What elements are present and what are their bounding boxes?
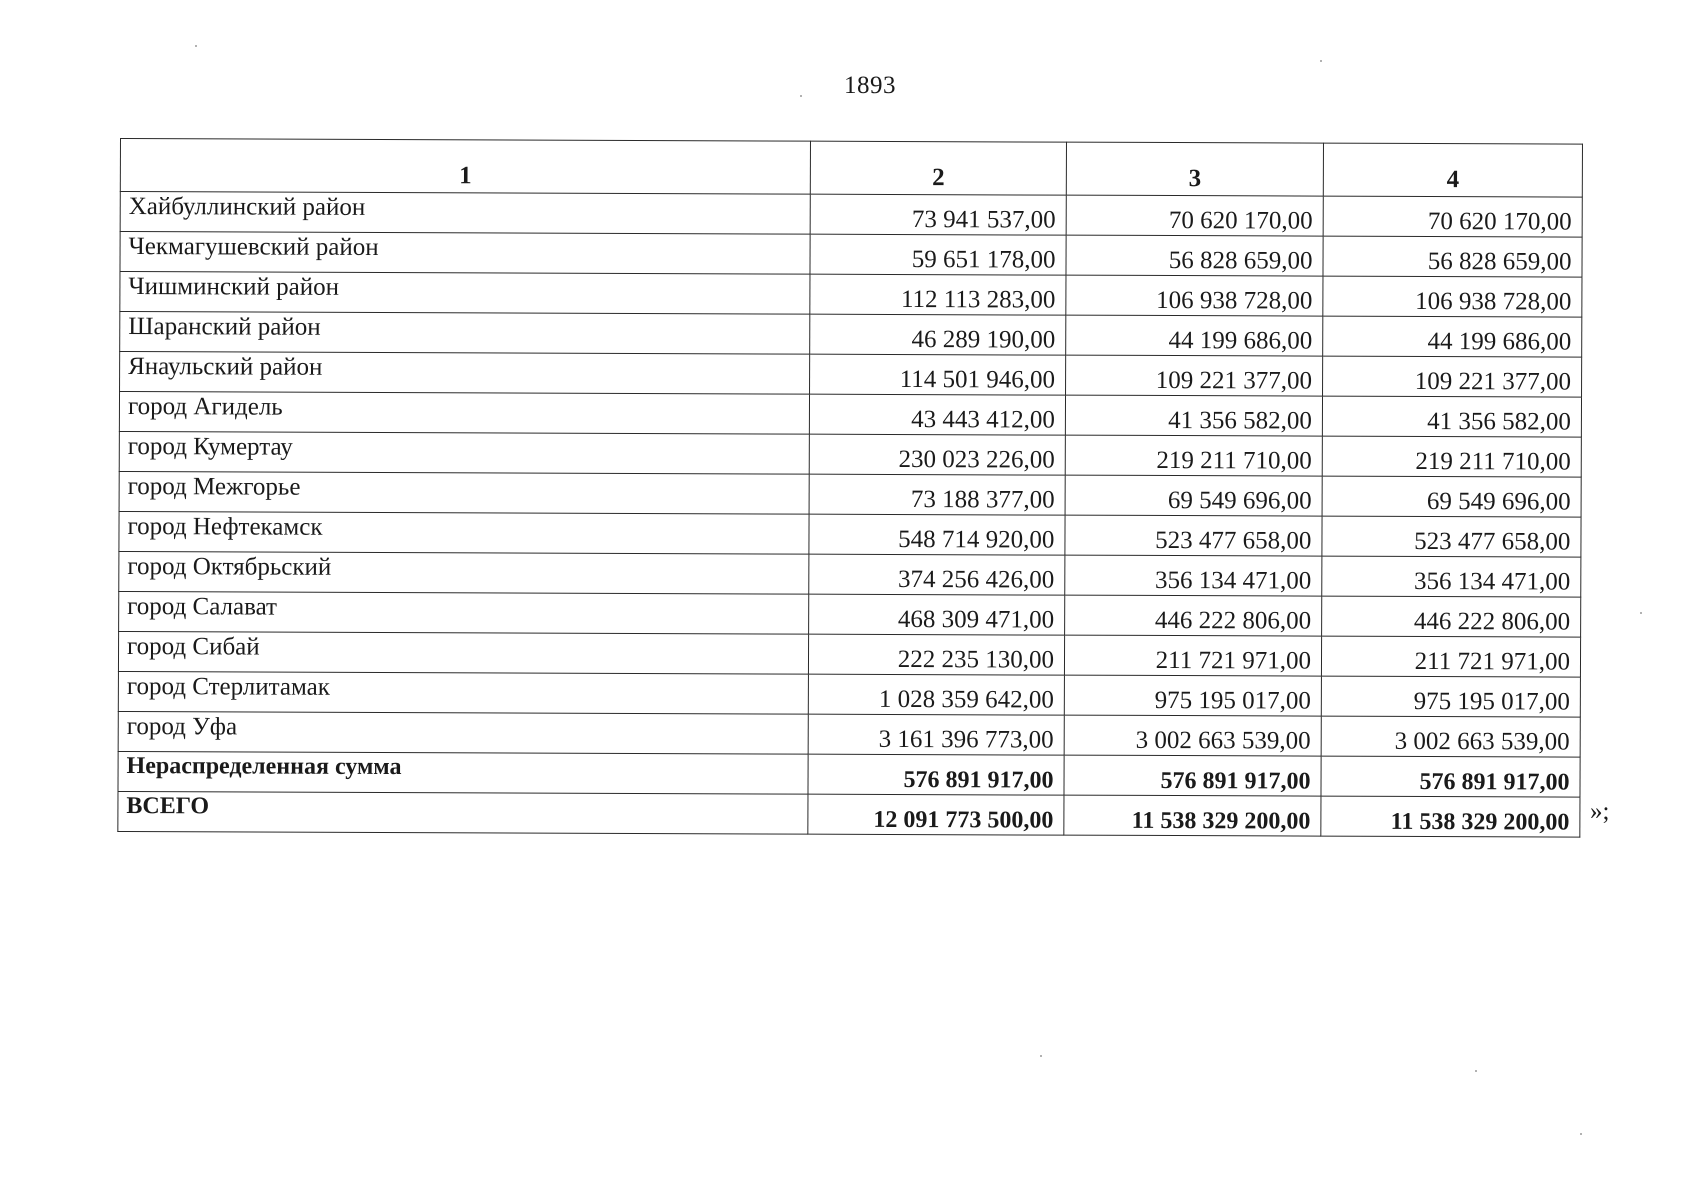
value-column-2: 114 501 946,00 [810,354,1066,395]
value-column-4: 3 002 663 539,00 [1321,716,1580,757]
total-label: ВСЕГО [118,791,808,834]
table-row [119,392,1581,438]
total-column-3: 11 538 329 200,00 [1064,795,1321,836]
total-row [118,791,1580,837]
value-column-2: 230 023 226,00 [809,434,1065,475]
value-column-2: 59 651 178,00 [810,234,1066,275]
scan-speck [1320,60,1322,62]
municipality-name: город Уфа [118,711,808,754]
unallocated-column-2: 576 891 917,00 [808,754,1064,795]
value-column-3: 523 477 658,00 [1065,515,1322,556]
value-column-3: 69 549 696,00 [1065,475,1322,516]
table-row [120,312,1582,358]
value-column-4: 211 721 971,00 [1321,636,1580,677]
municipality-name: Шаранский район [120,312,810,355]
value-column-3: 106 938 728,00 [1066,275,1323,316]
table-row [120,192,1582,238]
value-column-3: 219 211 710,00 [1065,435,1322,476]
municipality-name: город Кумертау [119,431,809,474]
column-header: 3 [1066,142,1323,196]
value-column-4: 69 549 696,00 [1322,476,1581,517]
value-column-3: 44 199 686,00 [1066,315,1323,356]
value-column-4: 446 222 806,00 [1322,596,1581,637]
scan-speck [195,45,197,47]
municipality-name: Чекмагушевский район [120,232,810,275]
table-row [118,671,1580,717]
page-number: 1893 [844,72,896,99]
table-row [119,511,1581,557]
unallocated-label: Нераспределенная сумма [118,751,808,794]
value-column-2: 43 443 412,00 [809,394,1065,435]
value-column-4: 219 211 710,00 [1322,436,1581,477]
value-column-4: 56 828 659,00 [1323,236,1582,277]
unallocated-column-3: 576 891 917,00 [1064,755,1321,796]
header-row [120,139,1582,198]
municipality-name: город Агидель [119,392,809,435]
closing-quote-mark: »; [1590,798,1610,825]
table-row [118,631,1580,677]
municipality-name: город Октябрьский [119,551,809,594]
value-column-2: 222 235 130,00 [808,634,1064,675]
value-column-2: 468 309 471,00 [809,594,1065,635]
value-column-3: 56 828 659,00 [1066,235,1323,276]
municipality-name: город Нефтекамск [119,511,809,554]
value-column-3: 211 721 971,00 [1064,635,1321,676]
total-column-2: 12 091 773 500,00 [808,794,1064,835]
value-column-2: 112 113 283,00 [810,274,1066,315]
value-column-2: 46 289 190,00 [810,314,1066,355]
total-column-4: 11 538 329 200,00 [1321,796,1580,837]
table-row [119,431,1581,477]
column-header: 4 [1323,143,1582,197]
table-row [119,591,1581,637]
value-column-2: 548 714 920,00 [809,514,1065,555]
table-row [119,551,1581,597]
table-row [119,471,1581,517]
value-column-4: 41 356 582,00 [1322,396,1581,437]
scan-speck [1040,1055,1042,1057]
municipality-name: Хайбуллинский район [120,192,810,235]
value-column-4: 44 199 686,00 [1323,316,1582,357]
value-column-4: 356 134 471,00 [1322,556,1581,597]
value-column-3: 3 002 663 539,00 [1064,715,1321,756]
municipality-name: Янаульский район [120,352,810,395]
value-column-4: 109 221 377,00 [1323,356,1582,397]
table-row [118,711,1580,757]
scan-speck [1580,1133,1582,1135]
scan-speck [1475,1070,1477,1072]
table-body [118,192,1582,838]
value-column-3: 41 356 582,00 [1065,395,1322,436]
table-row [120,272,1582,318]
value-column-4: 70 620 170,00 [1323,196,1582,237]
municipality-name: город Салават [119,591,809,634]
value-column-4: 975 195 017,00 [1321,676,1580,717]
column-header: 1 [120,139,810,195]
value-column-4: 106 938 728,00 [1323,276,1582,317]
unallocated-column-4: 576 891 917,00 [1321,756,1580,797]
value-column-2: 73 188 377,00 [809,474,1065,515]
scan-speck [800,95,802,97]
scan-speck [1640,612,1642,614]
municipality-name: город Сибай [118,631,808,674]
column-header: 2 [810,141,1066,195]
table-row [120,232,1582,278]
municipality-name: Чишминский район [120,272,810,315]
value-column-3: 446 222 806,00 [1065,595,1322,636]
value-column-2: 3 161 396 773,00 [808,714,1064,755]
municipality-name: город Стерлитамак [118,671,808,714]
value-column-3: 356 134 471,00 [1065,555,1322,596]
budget-table [117,138,1583,838]
unallocated-row [118,751,1580,797]
value-column-3: 975 195 017,00 [1064,675,1321,716]
value-column-3: 109 221 377,00 [1066,355,1323,396]
municipality-name: город Межгорье [119,471,809,514]
value-column-4: 523 477 658,00 [1322,516,1581,557]
value-column-2: 73 941 537,00 [810,194,1066,235]
value-column-3: 70 620 170,00 [1066,195,1323,236]
value-column-2: 1 028 359 642,00 [808,674,1064,715]
budget-table-container [117,138,1582,838]
table-row [120,352,1582,398]
value-column-2: 374 256 426,00 [809,554,1065,595]
